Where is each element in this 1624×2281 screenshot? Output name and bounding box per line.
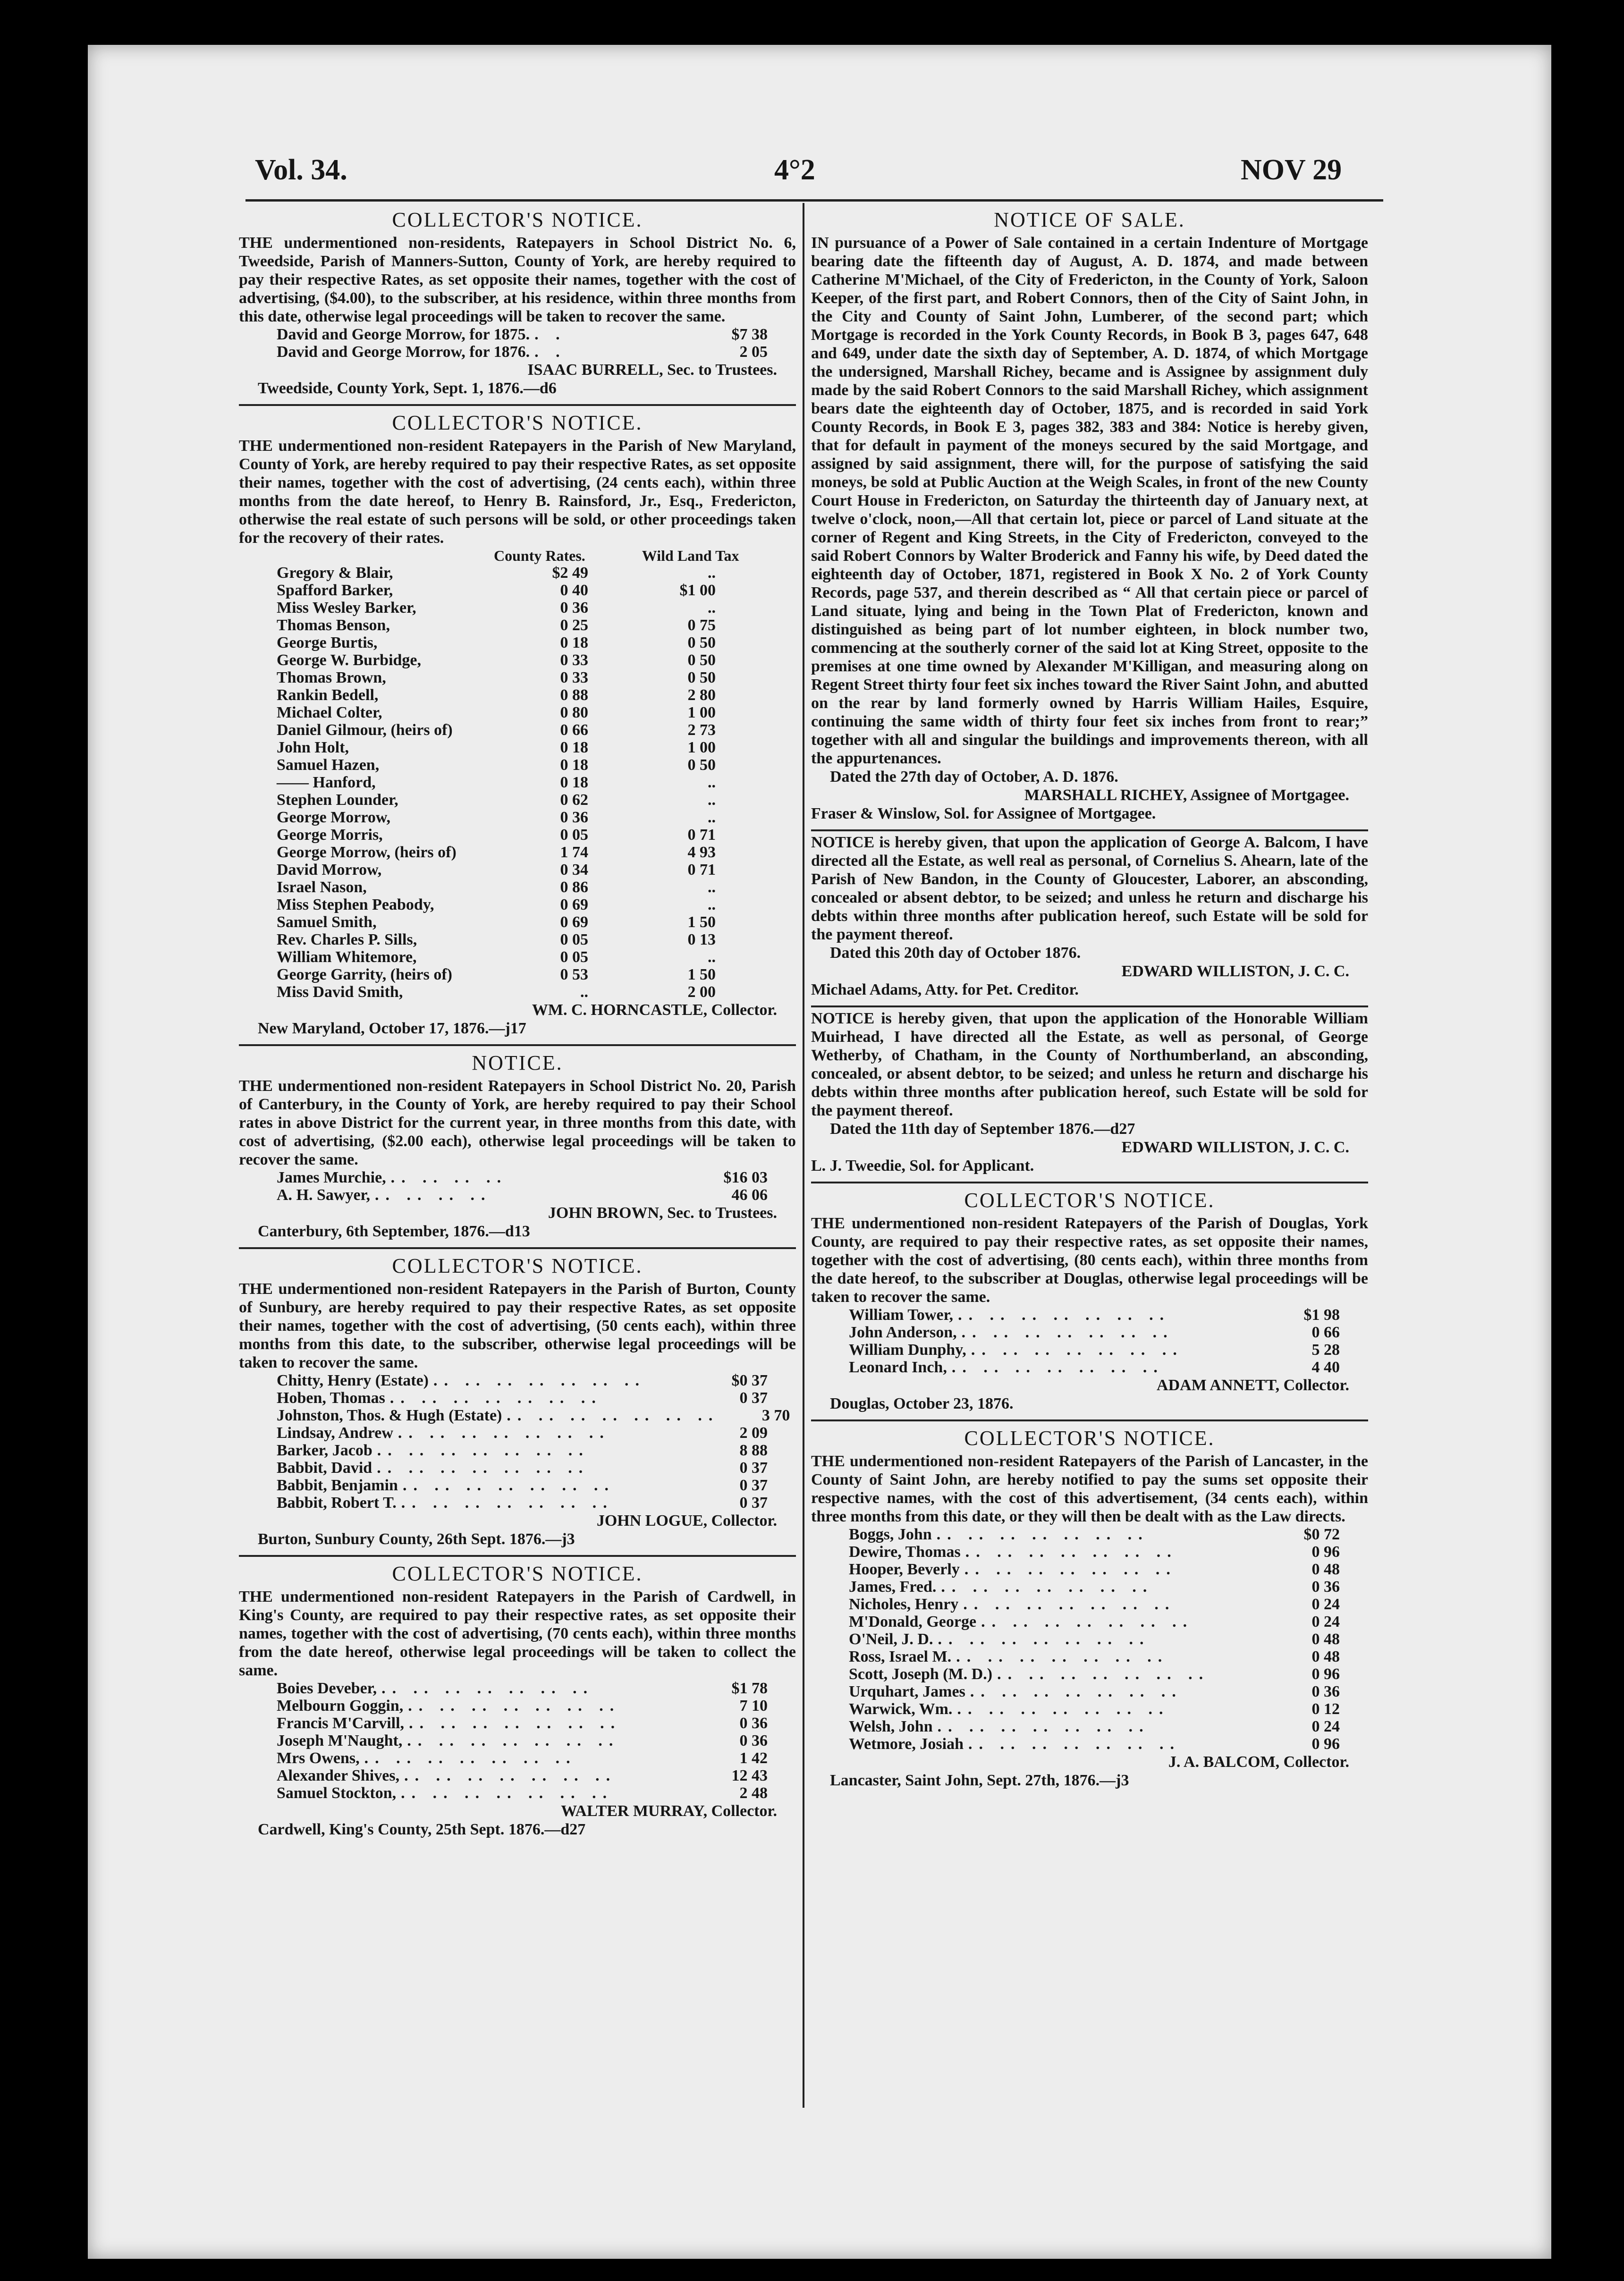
table-header: County Rates. Wild Land Tax bbox=[494, 547, 739, 564]
signature: EDWARD WILLISTON, J. C. C. bbox=[1121, 963, 1349, 980]
table-row: Miss David Smith, .. 2 00 bbox=[277, 983, 716, 1001]
notice-lancaster bbox=[811, 1421, 1368, 1796]
notice-tweedside bbox=[239, 203, 796, 406]
solicitor-line: Michael Adams, Atty. for Pet. Creditor. bbox=[811, 981, 1079, 998]
table-row: William Whitemore, 0 05 .. bbox=[277, 948, 716, 966]
list-item: Babbit, Robert T. .. .. .. .. .. .. .. 0 37 bbox=[277, 1494, 768, 1512]
list-item: Babbit, David .. .. .. .. .. .. .. 0 37 bbox=[277, 1459, 768, 1477]
table-row: George Garrity, (heirs of) 0 53 1 50 bbox=[277, 966, 716, 983]
signature: JOHN BROWN, Sec. to Trustees. bbox=[548, 1204, 777, 1222]
volume-number: Vol. 34. bbox=[255, 154, 347, 186]
dateline: Douglas, October 23, 1876. bbox=[830, 1395, 1014, 1412]
list-item: William Tower, .. .. .. .. .. .. .. $1 98 bbox=[849, 1306, 1340, 1324]
list-item: Welsh, John .. .. .. .. .. .. .. 0 24 bbox=[849, 1718, 1340, 1735]
notice-body: THE undermentioned non-resident Ratepayers in the Parish of Cardwell, in King's County, are required to pay their respective rates, as set opposite their names, together with the cost of advertising, (70 cents each), within three months from the date hereof, otherwise legal proceedings will be taken to collect the same. bbox=[239, 1588, 796, 1679]
table-row: George Burtis, 0 18 0 50 bbox=[277, 634, 716, 651]
notice-ahearn-estate bbox=[811, 831, 1368, 1007]
list-item: Alexander Shives, .. .. .. .. .. .. .. 12 43 bbox=[277, 1767, 768, 1784]
signature: WM. C. HORNCASTLE, Collector. bbox=[532, 1001, 777, 1019]
list-item: James Murchie, .. .. .. .. $16 03 bbox=[277, 1169, 768, 1186]
ratepayer-table bbox=[239, 564, 796, 1001]
notice-body: THE undermentioned non-resident Ratepayers of the Parish of Douglas, York County, are required to pay their respective rates, as set opposite their names, together with the cost of advertising, (80 cents each), within three months from the date hereof, to the subscriber at Douglas, otherwise legal proceedings will be taken to recover the same. bbox=[811, 1215, 1368, 1306]
notice-title: COLLECTOR'S NOTICE. bbox=[964, 1427, 1215, 1450]
list-item: Hooper, Beverly .. .. .. .. .. .. .. 0 48 bbox=[849, 1561, 1340, 1578]
list-item: Warwick, Wm. .. .. .. .. .. .. .. 0 12 bbox=[849, 1700, 1340, 1718]
list-item: Johnston, Thos. & Hugh (Estate) .. .. .. .. .. .. .. 3 70 bbox=[277, 1407, 790, 1424]
table-row: Samuel Hazen, 0 18 0 50 bbox=[277, 756, 716, 774]
ratepayer-list bbox=[239, 1169, 796, 1204]
ratepayer-list bbox=[239, 1680, 796, 1802]
table-row: Thomas Benson, 0 25 0 75 bbox=[277, 617, 716, 634]
list-item: Melbourn Goggin, .. .. .. .. .. .. .. 7 10 bbox=[277, 1697, 768, 1715]
table-row: Rev. Charles P. Sills, 0 05 0 13 bbox=[277, 931, 716, 948]
notice-body: THE undermentioned non-resident Ratepayers in the Parish of New Maryland, County of York, are hereby required to pay their respective Rates, as set opposite their names, together with the cost of advertising, (24 cents each), within three months from the date hereof, to Henry B. Rainsford, Jr., Esq., Fredericton, otherwise the real estate of such persons will be sold, or other proceedings taken for the recovery of their rates. bbox=[239, 437, 796, 547]
list-item: Samuel Stockton, .. .. .. .. .. .. .. 2 48 bbox=[277, 1784, 768, 1802]
list-item: Dewire, Thomas .. .. .. .. .. .. .. 0 96 bbox=[849, 1543, 1340, 1561]
list-item: Boies Deveber, .. .. .. .. .. .. .. $1 78 bbox=[277, 1680, 768, 1697]
notice-new-maryland bbox=[239, 406, 796, 1046]
date-stamp: NOV 29 bbox=[1241, 154, 1342, 186]
notice-canterbury bbox=[239, 1046, 796, 1249]
list-item: Hoben, Thomas .. .. .. .. .. .. .. 0 37 bbox=[277, 1389, 768, 1407]
list-item: Babbit, Benjamin .. .. .. .. .. .. .. 0 37 bbox=[277, 1477, 768, 1494]
list-item: William Dunphy, .. .. .. .. .. .. .. 5 28 bbox=[849, 1341, 1340, 1359]
notice-title: COLLECTOR'S NOTICE. bbox=[392, 411, 643, 434]
notice-body: THE undermentioned non-residents, Ratepayers in School District No. 6, Tweedside, Parish of Manners-Sutton, County of York, are hereby required to pay their respective Rates, as set opposite their names, together with the cost of advertising, ($4.00), to the subscriber, at his residence, within three months from this date, otherwise legal proceedings will be taken to recover the same. bbox=[239, 234, 796, 325]
left-column bbox=[239, 203, 796, 1845]
notice-douglas bbox=[811, 1183, 1368, 1421]
list-item: Lindsay, Andrew .. .. .. .. .. .. .. 2 09 bbox=[277, 1424, 768, 1442]
notice-body: NOTICE is hereby given, that upon the application of the Honorable William Muirhead, I have directed all the Estate, as well as personal, of George Wetherby, of Chatham, in the County of Northumberland, an absconding, concealed, or absent debtor, to be seized; and unless he return and discharge his debts within three months after publication hereof, such Estate will be sold for the payment thereof. bbox=[811, 1010, 1368, 1119]
list-item: Leonard Inch, .. .. .. .. .. .. .. 4 40 bbox=[849, 1359, 1340, 1376]
list-item: Ross, Israel M. .. .. .. .. .. .. .. 0 48 bbox=[849, 1648, 1340, 1665]
notice-body: IN pursuance of a Power of Sale contained in a certain Indenture of Mortgage bearing date the fifteenth day of August, A. D. 1874, and made between Catherine M'Michael, of the City of Fredericton, in the County of York, Saloon Keeper, of the first part, and Robert Connors, then of the City of Saint John, in the City and County of Saint John, Lumberer, of the second part; which Mortgage is recorded in the York County Records, in Book B 3, pages 647, 648 and 649, under date the sixth day of September, A. D. 1874, of which Mortgage the undersigned, Marshall Richey, became and is Assignee by assignment duly made by the said Robert Connors to the said Marshall Richey, which assignment bears date the eighteenth day of October, 1875, and is recorded in said York County Records, in Book E 3, pages 382, 383 and 384: Notice is hereby given, that for default in payment of the moneys secured by the said Mortgage, and assigned by said assignment, there will, for the purpose of satisfying the said moneys, be sold at Public Auction at the Weigh Scales, in front of the new County Court House in Fredericton, on Saturday the thirteenth day of January next, at twelve o'clock, noon,—All that certain lot, piece or parcel of Land situate at the corner of Regent and King Streets, in the City of Fredericton, conveyed to the said Robert Connors by Walter Broderick and Fanny his wife, by Deed dated the eighteenth day of October, 1871, registered in Book X No. 2 of York County Records, page 537, and therein described as “ All that certain piece or parcel of Land situate, lying and being in the Town Plat of Fredericton, known and distinguished as being part of lot number eighteen, in block number two, commencing at the southerly corner of the said lot at King Street, opposite to the premises at one time owned by Alexander M'Killigan, and measuring along on Regent Street thirty four feet six inches toward the River Saint John, and abutted on the rear by land formerly owned by Harris William Hailes, Esquire, continuing the same width of thirty four feet six inches from front to rear;” together with all and singular the buildings and improvements thereon, with all the appurtenances. bbox=[811, 234, 1368, 767]
table-row: George Morrow, 0 36 .. bbox=[277, 809, 716, 826]
table-row: George Morris, 0 05 0 71 bbox=[277, 826, 716, 844]
ratepayer-list bbox=[239, 326, 796, 361]
table-row: Miss Stephen Peabody, 0 69 .. bbox=[277, 896, 716, 913]
notice-body: THE undermentioned non-resident Ratepayers of the Parish of Lancaster, in the County of Saint John, are hereby notified to pay the sums set opposite their respective names, with the cost of this advertisement, (34 cents each), within three months from this date, or they will then be dealt with as the Law directs. bbox=[811, 1453, 1368, 1525]
list-item: Urquhart, James .. .. .. .. .. .. .. 0 36 bbox=[849, 1683, 1340, 1700]
list-item: John Anderson, .. .. .. .. .. .. .. 0 66 bbox=[849, 1324, 1340, 1341]
table-row: Gregory & Blair, $2 49 .. bbox=[277, 564, 716, 582]
dateline: Tweedside, County York, Sept. 1, 1876.—d6 bbox=[258, 380, 557, 397]
notice-title: NOTICE OF SALE. bbox=[994, 208, 1185, 231]
signature: J. A. BALCOM, Collector. bbox=[1168, 1753, 1349, 1771]
list-item: David and George Morrow, for 1876. . . 2 05 bbox=[277, 343, 768, 361]
dateline: Cardwell, King's County, 25th Sept. 1876.—d27 bbox=[258, 1821, 586, 1838]
ratepayer-list bbox=[239, 1372, 796, 1512]
list-item: Joseph M'Naught, .. .. .. .. .. .. .. 0 36 bbox=[277, 1732, 768, 1749]
signature: EDWARD WILLISTON, J. C. C. bbox=[1121, 1139, 1349, 1156]
list-item: Barker, Jacob .. .. .. .. .. .. .. 8 88 bbox=[277, 1442, 768, 1459]
page-number: 4°2 bbox=[774, 154, 815, 186]
notice-body: NOTICE is hereby given, that upon the application of George A. Balcom, I have directed all the Estate, as well real as personal, of Cornelius S. Ahearn, late of the Parish of New Bandon, in the County of Gloucester, Laborer, an absconding, concealed or absent debtor, to be seized; and unless he return and discharge his debts within three months after publication hereof, such Estate will be sold for the payment thereof. bbox=[811, 834, 1368, 943]
notice-wetherby-estate bbox=[811, 1007, 1368, 1183]
signature: ISAAC BURRELL, Sec. to Trustees. bbox=[527, 361, 777, 379]
signature: WALTER MURRAY, Collector. bbox=[561, 1802, 777, 1820]
list-item: Nicholes, Henry .. .. .. .. .. .. .. 0 24 bbox=[849, 1596, 1340, 1613]
notice-body: THE undermentioned non-resident Ratepayers in the Parish of Burton, County of Sunbury, are hereby required to pay their respective Rates, as set opposite their names, together with the cost of advertising, (50 cents each), within three months from this date, to the subscriber, otherwise legal proceedings will be taken to recover the same. bbox=[239, 1280, 796, 1371]
list-item: Mrs Owens, .. .. .. .. .. .. .. 1 42 bbox=[277, 1749, 768, 1767]
right-column bbox=[811, 203, 1368, 1796]
dateline: Burton, Sunbury County, 26th Sept. 1876.—j3 bbox=[258, 1530, 575, 1548]
dated-line: Dated the 11th day of September 1876.—d27 bbox=[830, 1120, 1135, 1138]
signature: ADAM ANNETT, Collector. bbox=[1157, 1377, 1349, 1394]
list-item: Wetmore, Josiah .. .. .. .. .. .. .. 0 96 bbox=[849, 1735, 1340, 1753]
list-item: David and George Morrow, for 1875. . . $7 38 bbox=[277, 326, 768, 343]
list-item: M'Donald, George .. .. .. .. .. .. .. 0 24 bbox=[849, 1613, 1340, 1630]
ratepayer-list bbox=[811, 1526, 1368, 1753]
header-rule bbox=[245, 199, 1383, 202]
notice-burton bbox=[239, 1249, 796, 1557]
notice-title: COLLECTOR'S NOTICE. bbox=[392, 1562, 643, 1585]
solicitor-line: Fraser & Winslow, Sol. for Assignee of Mortgagee. bbox=[811, 805, 1156, 822]
table-row: Michael Colter, 0 80 1 00 bbox=[277, 704, 716, 721]
list-item: A. H. Sawyer, .. .. .. .. 46 06 bbox=[277, 1186, 768, 1204]
notice-title: NOTICE. bbox=[472, 1051, 563, 1074]
table-row: John Holt, 0 18 1 00 bbox=[277, 739, 716, 756]
column-divider bbox=[803, 203, 804, 2108]
notice-cardwell bbox=[239, 1557, 796, 1845]
dated-line: Dated this 20th day of October 1876. bbox=[830, 944, 1081, 962]
table-row: Israel Nason, 0 86 .. bbox=[277, 879, 716, 896]
signature: MARSHALL RICHEY, Assignee of Mortgagee. bbox=[1024, 786, 1349, 804]
list-item: Chitty, Henry (Estate) .. .. .. .. .. .. .. $0 37 bbox=[277, 1372, 768, 1389]
signature: JOHN LOGUE, Collector. bbox=[596, 1512, 777, 1529]
solicitor-line: L. J. Tweedie, Sol. for Applicant. bbox=[811, 1157, 1034, 1174]
notice-title: COLLECTOR'S NOTICE. bbox=[964, 1189, 1215, 1212]
list-item: James, Fred. .. .. .. .. .. .. .. 0 36 bbox=[849, 1578, 1340, 1596]
dateline: New Maryland, October 17, 1876.—j17 bbox=[258, 1020, 526, 1037]
table-row: Spafford Barker, 0 40 $1 00 bbox=[277, 582, 716, 599]
list-item: Boggs, John .. .. .. .. .. .. .. $0 72 bbox=[849, 1526, 1340, 1543]
notice-title: COLLECTOR'S NOTICE. bbox=[392, 208, 643, 231]
notice-title: COLLECTOR'S NOTICE. bbox=[392, 1254, 643, 1277]
list-item: O'Neil, J. D. .. .. .. .. .. .. .. 0 48 bbox=[849, 1630, 1340, 1648]
table-row: Rankin Bedell, 0 88 2 80 bbox=[277, 686, 716, 704]
table-row: Stephen Lounder, 0 62 .. bbox=[277, 791, 716, 809]
dateline: Canterbury, 6th September, 1876.—d13 bbox=[258, 1223, 530, 1240]
table-row: —— Hanford, 0 18 .. bbox=[277, 774, 716, 791]
list-item: Francis M'Carvill, .. .. .. .. .. .. .. 0 36 bbox=[277, 1715, 768, 1732]
table-row: David Morrow, 0 34 0 71 bbox=[277, 861, 716, 879]
notice-body: THE undermentioned non-resident Ratepayers in School District No. 20, Parish of Canterbury, in the County of York, are hereby required to pay their School rates in above District for the current year, in three months from this date, with cost of advertising, ($2.00 each), otherwise legal proceedings will be taken to recover the same. bbox=[239, 1077, 796, 1168]
table-row: George Morrow, (heirs of) 1 74 4 93 bbox=[277, 844, 716, 861]
table-row: George W. Burbidge, 0 33 0 50 bbox=[277, 651, 716, 669]
notice-of-sale bbox=[811, 203, 1368, 831]
table-row: Samuel Smith, 0 69 1 50 bbox=[277, 913, 716, 931]
table-row: Daniel Gilmour, (heirs of) 0 66 2 73 bbox=[277, 721, 716, 739]
table-row: Thomas Brown, 0 33 0 50 bbox=[277, 669, 716, 686]
table-row: Miss Wesley Barker, 0 36 .. bbox=[277, 599, 716, 617]
ratepayer-list bbox=[811, 1306, 1368, 1376]
dated-line: Dated the 27th day of October, A. D. 1876. bbox=[830, 768, 1118, 786]
list-item: Scott, Joseph (M. D.) .. .. .. .. .. .. .. 0 96 bbox=[849, 1665, 1340, 1683]
dateline: Lancaster, Saint John, Sept. 27th, 1876.—j3 bbox=[830, 1772, 1129, 1789]
